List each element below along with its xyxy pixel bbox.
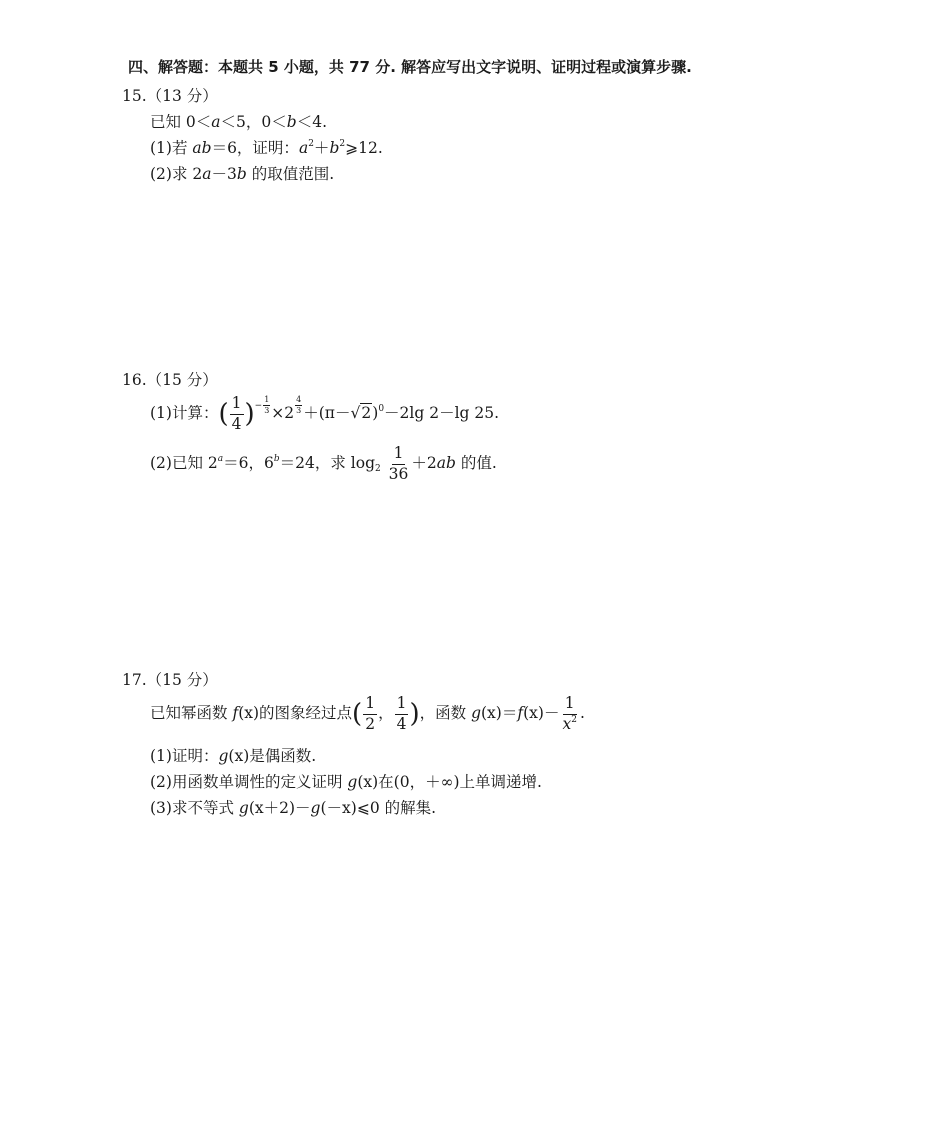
text: (x) bbox=[523, 704, 544, 722]
text: ， bbox=[378, 704, 394, 722]
text: ×2 bbox=[271, 404, 295, 422]
text: ＜4. bbox=[296, 113, 328, 131]
text: (1)若 bbox=[150, 139, 193, 157]
sqrt-radicand: 2 bbox=[361, 404, 372, 422]
question-17-header: 17.（15 分） bbox=[122, 671, 218, 689]
numerator: 4 bbox=[296, 395, 302, 404]
text: 在(0，＋∞)上单调递增. bbox=[378, 773, 542, 791]
section-title: 四、解答题：本题共 5 小题，共 77 分. 解答应写出文字说明、证明过程或演算步骤. bbox=[128, 58, 692, 76]
question-15-premise bbox=[150, 110, 327, 132]
exponent-group bbox=[255, 396, 272, 415]
text: ＋2 bbox=[411, 454, 437, 472]
var-ab: ab bbox=[436, 454, 456, 472]
text: 的图象经过点 bbox=[259, 704, 353, 722]
text: ＋ bbox=[313, 139, 330, 157]
exponent-group bbox=[294, 396, 303, 415]
question-17-premise bbox=[150, 696, 585, 732]
text: ) bbox=[372, 404, 379, 422]
text: (x) bbox=[357, 773, 379, 791]
text: (2)用函数单调性的定义证明 bbox=[150, 773, 348, 791]
text: (x) bbox=[228, 747, 250, 765]
fraction bbox=[395, 696, 409, 732]
text: . bbox=[579, 704, 585, 722]
exponent: 2 bbox=[339, 139, 346, 149]
text: ＝ bbox=[501, 704, 518, 722]
text: ＝24，求 log bbox=[279, 454, 375, 472]
var-a: a bbox=[202, 165, 212, 183]
text: (2)已知 2 bbox=[150, 454, 218, 472]
exponent: a bbox=[217, 454, 224, 464]
log-base: 2 bbox=[375, 464, 381, 474]
fraction bbox=[560, 696, 578, 732]
right-paren: ) bbox=[244, 399, 255, 429]
func-g: g bbox=[347, 773, 358, 791]
denominator: 4 bbox=[396, 714, 407, 733]
denominator: 3 bbox=[296, 406, 302, 415]
left-paren: ( bbox=[352, 699, 363, 729]
text: － bbox=[295, 799, 311, 817]
text: ＜5，0＜ bbox=[220, 113, 287, 131]
func-g: g bbox=[238, 799, 249, 817]
var-ab: ab bbox=[192, 139, 212, 157]
fraction bbox=[230, 396, 244, 432]
denominator: 2 bbox=[365, 714, 376, 733]
fraction bbox=[387, 446, 411, 482]
func-f: f bbox=[232, 704, 239, 722]
text: (1)计算： bbox=[150, 404, 219, 422]
text: －2lg 2－lg 25. bbox=[384, 404, 500, 422]
text: 已知幂函数 bbox=[150, 704, 233, 722]
right-paren: ) bbox=[409, 699, 420, 729]
text: ，函数 bbox=[419, 704, 472, 722]
var-a: a bbox=[211, 113, 221, 131]
text: (x) bbox=[238, 704, 260, 722]
text: ⩽0 的解集. bbox=[356, 799, 437, 817]
exponent: 2 bbox=[571, 714, 577, 725]
question-16-part-1 bbox=[150, 396, 499, 432]
denominator: 36 bbox=[388, 464, 409, 483]
question-16-header: 16.（15 分） bbox=[122, 371, 218, 389]
func-g: g bbox=[310, 799, 321, 817]
text: ＋(π－ bbox=[303, 404, 351, 422]
var-b: b bbox=[286, 113, 297, 131]
left-paren: ( bbox=[218, 399, 229, 429]
text: ＝6，证明： bbox=[211, 139, 299, 157]
text: 已知 0＜ bbox=[150, 113, 212, 131]
denominator bbox=[560, 715, 578, 733]
fraction bbox=[363, 696, 377, 732]
exponent-fraction bbox=[263, 396, 270, 415]
func-f: f bbox=[517, 704, 524, 722]
func-g: g bbox=[471, 704, 481, 722]
sqrt-sign: √ bbox=[350, 404, 361, 422]
text: (－x) bbox=[320, 799, 357, 817]
var-a: a bbox=[298, 139, 309, 157]
func-g: g bbox=[218, 747, 229, 765]
text: (3)求不等式 bbox=[150, 799, 239, 817]
question-15-part-1 bbox=[150, 136, 383, 158]
text: (x＋2) bbox=[248, 799, 296, 817]
text: － bbox=[543, 704, 560, 722]
numerator: 1 bbox=[392, 446, 406, 465]
text: ⩾12. bbox=[345, 139, 383, 157]
text: 的值. bbox=[455, 454, 497, 472]
exponent-fraction bbox=[295, 396, 302, 415]
question-15-part-2 bbox=[150, 162, 334, 184]
question-16-part-2 bbox=[150, 446, 497, 482]
var-b: b bbox=[236, 165, 247, 183]
text: 的取值范围. bbox=[246, 165, 335, 183]
var-b: b bbox=[329, 139, 340, 157]
numerator: 1 bbox=[230, 396, 244, 415]
text: ＝6，6 bbox=[223, 454, 274, 472]
numerator: 1 bbox=[363, 696, 377, 715]
question-17-part-1 bbox=[150, 744, 316, 766]
minus-sign: − bbox=[254, 401, 263, 411]
question-15-header: 15.（13 分） bbox=[122, 87, 218, 105]
text: 是偶函数. bbox=[249, 747, 317, 765]
numerator: 1 bbox=[395, 696, 409, 715]
exponent: b bbox=[273, 454, 280, 464]
var-x: x bbox=[562, 714, 572, 733]
exponent: 0 bbox=[378, 404, 385, 414]
numerator: 1 bbox=[563, 696, 577, 715]
question-17-part-2 bbox=[150, 770, 542, 792]
text: (1)证明： bbox=[150, 747, 219, 765]
text: (2)求 2 bbox=[150, 165, 203, 183]
question-17-part-3 bbox=[150, 796, 436, 818]
denominator: 4 bbox=[231, 414, 242, 433]
numerator: 1 bbox=[264, 395, 270, 404]
text: －3 bbox=[211, 165, 237, 183]
exponent: 2 bbox=[308, 139, 314, 149]
denominator: 3 bbox=[264, 406, 270, 415]
text: (x) bbox=[481, 704, 502, 722]
